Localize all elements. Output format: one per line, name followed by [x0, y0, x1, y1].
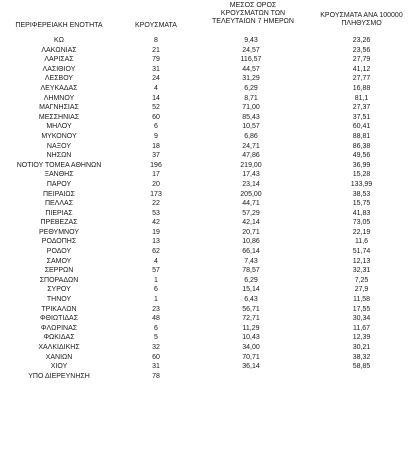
cell-cases: 9	[154, 132, 158, 140]
cell-cases: 1	[154, 276, 158, 284]
table-row	[0, 180, 415, 190]
cell-cases-per-100000: 27,79	[352, 56, 371, 64]
cell-cases: 60	[152, 353, 160, 361]
column-header-cases-per-100000	[308, 12, 415, 28]
cell-seven-day-average: 219,00	[240, 161, 262, 169]
cell-cases-per-100000: 88,81	[352, 132, 371, 140]
cell-seven-day-average: 8,71	[244, 94, 258, 102]
table-row	[0, 333, 415, 343]
table-row	[0, 190, 415, 200]
cell-cases-per-100000: 41,83	[352, 209, 371, 217]
cell-region: ΧΙΟΥ	[50, 363, 68, 371]
cell-seven-day-average: 10,86	[242, 238, 260, 246]
cell-cases-per-100000: 81,1	[354, 94, 369, 102]
cell-region: ΜΗΛΟΥ	[46, 123, 72, 131]
cell-seven-day-average: 71,00	[242, 104, 260, 112]
cell-cases-per-100000: 11,58	[353, 296, 370, 304]
cell-seven-day-average: 85,43	[242, 113, 260, 121]
cell-seven-day-average: 44,57	[242, 65, 260, 73]
cell-cases: 13	[152, 238, 160, 246]
cell-cases-per-100000: 36,99	[352, 161, 371, 169]
cell-cases: 173	[150, 190, 162, 198]
cell-region: ΡΟΔΟΥ	[46, 248, 72, 256]
cell-cases: 1	[154, 296, 158, 304]
cell-seven-day-average: 6,29	[244, 276, 258, 284]
column-header-region: ΠΕΡΙΦΕΡΕΙΑΚΗ ΕΝΟΤΗΤΑ	[15, 22, 103, 29]
table-row	[0, 113, 415, 123]
cell-cases: 196	[150, 161, 162, 169]
cell-seven-day-average: 7,43	[244, 257, 258, 265]
cell-region: ΛΑΣΙΘΙΟΥ	[42, 65, 76, 73]
cell-region: ΡΟΔΟΠΗΣ	[41, 238, 77, 246]
cell-cases: 14	[152, 94, 160, 102]
cell-region: ΤΡΙΚΑΛΩΝ	[41, 305, 77, 313]
cell-region: ΠΡΕΒΕΖΑΣ	[40, 219, 78, 227]
cell-cases-per-100000: 12,13	[352, 257, 371, 265]
table-row	[0, 46, 415, 56]
cell-region: ΝΗΣΩΝ	[46, 152, 72, 160]
cell-seven-day-average: 15,14	[242, 286, 260, 294]
cell-cases-per-100000: 23,56	[352, 46, 371, 54]
cell-cases-per-100000: 73,05	[352, 219, 371, 227]
cell-cases: 32	[152, 344, 160, 351]
cell-cases-per-100000: 16,88	[352, 84, 371, 92]
column-header-seven-day-average	[198, 2, 308, 26]
cell-region: ΣΠΟΡΑΔΩΝ	[39, 276, 79, 284]
cell-cases: 18	[152, 142, 160, 150]
cell-region: ΦΘΙΩΤΙΔΑΣ	[39, 315, 79, 323]
cell-seven-day-average: 10,57	[242, 123, 260, 131]
table-row	[0, 266, 415, 276]
cell-cases: 78	[152, 372, 160, 380]
table-row	[0, 142, 415, 152]
cell-region: ΜΑΓΝΗΣΙΑΣ	[39, 104, 79, 112]
cell-cases: 6	[154, 324, 158, 332]
cell-cases: 62	[152, 248, 160, 256]
cell-cases-per-100000: 30,21	[352, 344, 371, 351]
cell-cases: 22	[152, 200, 160, 208]
cell-cases: 5	[154, 334, 158, 342]
table-row	[0, 74, 415, 84]
cell-region: ΝΑΞΟΥ	[46, 142, 72, 150]
cell-cases: 79	[152, 56, 160, 64]
cell-seven-day-average: 6,86	[244, 132, 258, 140]
cell-region: ΧΑΛΚΙΔΙΚΗΣ	[38, 344, 80, 351]
cell-cases: 52	[152, 104, 160, 112]
table-row	[0, 84, 415, 94]
table-row	[0, 295, 415, 305]
cell-seven-day-average: 24,57	[242, 46, 260, 54]
cell-region: ΠΙΕΡΙΑΣ	[45, 209, 73, 217]
cell-seven-day-average: 66,14	[242, 248, 260, 256]
cell-cases-per-100000: 37,51	[352, 113, 371, 121]
cell-region: ΝΟΤΙΟΥ ΤΟΜΕΑ ΑΘΗΝΩΝ	[16, 161, 102, 169]
cell-region: ΣΥΡΟΥ	[47, 286, 71, 294]
table-row	[0, 237, 415, 247]
cell-region: ΛΕΥΚΑΔΑΣ	[40, 84, 78, 92]
cell-seven-day-average: 78,57	[242, 267, 260, 275]
cell-region: ΠΕΙΡΑΙΩΣ	[43, 190, 75, 198]
column-header-line: ΚΡΟΥΣΜΑΤΩΝ ΤΩΝ	[220, 10, 286, 17]
cell-cases-per-100000: 23,26	[352, 37, 371, 44]
cell-seven-day-average: 44,71	[242, 200, 260, 208]
cell-seven-day-average: 36,14	[242, 363, 260, 371]
cell-cases: 8	[154, 37, 158, 44]
cell-cases: 6	[154, 123, 158, 131]
cell-seven-day-average: 205,00	[240, 190, 262, 198]
cell-cases: 17	[152, 171, 160, 179]
table-row	[0, 94, 415, 104]
cell-region: ΜΥΚΟΝΟΥ	[41, 132, 77, 140]
column-header-line: ΠΛΗΘΥΣΜΟ	[341, 20, 382, 27]
cell-seven-day-average: 70,71	[242, 353, 260, 361]
cell-seven-day-average: 31,29	[242, 75, 260, 83]
table-row	[0, 103, 415, 113]
cell-cases-per-100000: 51,74	[352, 248, 371, 256]
cell-seven-day-average: 6,29	[244, 84, 258, 92]
cell-cases: 4	[154, 84, 158, 92]
table-row	[0, 257, 415, 267]
cell-cases-per-100000: 30,34	[352, 315, 371, 323]
cell-region: ΣΕΡΡΩΝ	[44, 267, 74, 275]
cell-seven-day-average	[194, 372, 308, 382]
cell-cases: 42	[152, 219, 160, 227]
cell-seven-day-average: 6,43	[244, 296, 258, 304]
cell-region: ΦΩΚΙΔΑΣ	[43, 334, 75, 342]
cell-cases-per-100000: 15,75	[352, 200, 371, 208]
cell-region: ΣΑΜΟΥ	[46, 257, 72, 265]
cell-cases-per-100000: 12,39	[352, 334, 371, 342]
cell-cases: 31	[152, 363, 160, 371]
cell-region: ΛΑΡΙΣΑΣ	[44, 56, 74, 64]
cell-cases-per-100000: 38,32	[352, 353, 371, 361]
cell-cases-per-100000: 60,41	[352, 123, 371, 131]
cell-seven-day-average: 47,86	[242, 152, 260, 160]
cell-cases: 4	[154, 257, 158, 265]
cell-seven-day-average: 10,43	[242, 334, 260, 342]
cases-data-table	[0, 36, 415, 381]
cell-region: ΛΕΣΒΟΥ	[44, 75, 74, 83]
cell-region: ΤΗΝΟΥ	[46, 296, 72, 304]
table-row	[0, 305, 415, 315]
cell-seven-day-average: 20,71	[242, 228, 260, 236]
table-row	[0, 314, 415, 324]
table-row	[0, 353, 415, 363]
cell-region: ΧΑΝΙΩΝ	[45, 353, 73, 361]
table-row	[0, 247, 415, 257]
cell-seven-day-average: 9,43	[244, 37, 258, 44]
table-row	[0, 199, 415, 209]
cell-cases: 37	[152, 152, 160, 160]
cell-cases-per-100000: 22,19	[352, 228, 371, 236]
cell-cases-per-100000: 11,67	[353, 324, 370, 332]
cell-cases-per-100000: 32,31	[352, 267, 371, 275]
table-row	[0, 276, 415, 286]
table-row	[0, 372, 415, 382]
cell-seven-day-average: 34,00	[242, 344, 260, 351]
cell-cases: 21	[152, 46, 160, 54]
table-row	[0, 285, 415, 295]
table-row	[0, 161, 415, 171]
cell-region: ΠΕΛΛΑΣ	[44, 200, 74, 208]
cell-region: ΥΠΟ ΔΙΕΡΕΥΝΗΣΗ	[28, 372, 90, 380]
table-row	[0, 122, 415, 132]
cell-cases-per-100000: 86,38	[352, 142, 371, 150]
column-header-line: ΚΡΟΥΣΜΑΤΑ ΑΝΑ 100000	[320, 12, 403, 19]
cell-cases-per-100000: 7,25	[354, 276, 369, 284]
cell-cases-per-100000: 27,77	[352, 75, 371, 83]
cell-seven-day-average: 116,57	[240, 56, 262, 64]
table-row	[0, 151, 415, 161]
cell-cases: 60	[152, 113, 160, 121]
cell-seven-day-average: 42,14	[242, 219, 260, 227]
table-row	[0, 36, 415, 46]
cell-cases: 31	[152, 65, 160, 73]
cell-seven-day-average: 72,71	[242, 315, 260, 323]
column-header-line: ΜΕΣΟΣ ΟΡΟΣ	[229, 2, 277, 9]
cell-cases-per-100000: 15,28	[352, 171, 371, 179]
cell-seven-day-average: 24,71	[242, 142, 260, 150]
table-row	[0, 343, 415, 353]
cell-region: ΠΑΡΟΥ	[46, 180, 72, 188]
cell-seven-day-average: 23,14	[242, 180, 260, 188]
cell-cases-per-100000: 17,55	[352, 305, 371, 313]
cases-table-body	[0, 36, 415, 381]
table-row	[0, 209, 415, 219]
cell-cases: 20	[152, 180, 160, 188]
cell-cases: 53	[152, 209, 160, 217]
cell-cases: 24	[152, 75, 160, 83]
table-row	[0, 228, 415, 238]
cell-region: ΦΛΩΡΙΝΑΣ	[40, 324, 78, 332]
cell-cases-per-100000: 41,12	[352, 65, 371, 73]
cell-cases-per-100000: 49,56	[352, 152, 371, 160]
cell-cases: 6	[154, 286, 158, 294]
cell-cases-per-100000: 133,99	[350, 180, 373, 188]
cell-seven-day-average: 17,43	[242, 171, 260, 179]
cell-region: ΜΕΣΣΗΝΙΑΣ	[38, 113, 80, 121]
cell-cases: 48	[152, 315, 160, 323]
cell-seven-day-average: 57,29	[242, 209, 260, 217]
table-row	[0, 362, 415, 372]
cell-cases: 57	[152, 267, 160, 275]
column-header-line: ΤΕΛΕΥΤΑΙΩΝ 7 ΗΜΕΡΩΝ	[212, 18, 294, 25]
cell-cases: 19	[152, 228, 160, 236]
cell-region: ΞΑΝΘΗΣ	[44, 171, 74, 179]
table-row	[0, 218, 415, 228]
table-row	[0, 324, 415, 334]
column-header-cases: ΚΡΟΥΣΜΑΤΑ	[135, 22, 177, 29]
cell-cases-per-100000: 27,9	[354, 286, 369, 294]
cell-cases-per-100000	[308, 372, 415, 382]
cell-region: ΚΩ	[54, 37, 64, 44]
cell-cases-per-100000: 38,53	[352, 190, 371, 198]
table-row	[0, 65, 415, 75]
table-row	[0, 132, 415, 142]
cell-cases: 23	[152, 305, 160, 313]
cell-seven-day-average: 56,71	[242, 305, 260, 313]
cell-region: ΛΗΜΝΟΥ	[43, 94, 75, 102]
cell-cases-per-100000: 27,37	[352, 104, 371, 112]
cell-region: ΡΕΘΥΜΝΟΥ	[38, 228, 79, 236]
cell-seven-day-average: 11,29	[242, 324, 260, 332]
cell-cases-per-100000: 58,85	[352, 363, 371, 371]
cell-cases-per-100000: 11,6	[354, 238, 369, 246]
table-row	[0, 55, 415, 65]
cell-region: ΛΑΚΩΝΙΑΣ	[41, 46, 77, 54]
table-row	[0, 170, 415, 180]
